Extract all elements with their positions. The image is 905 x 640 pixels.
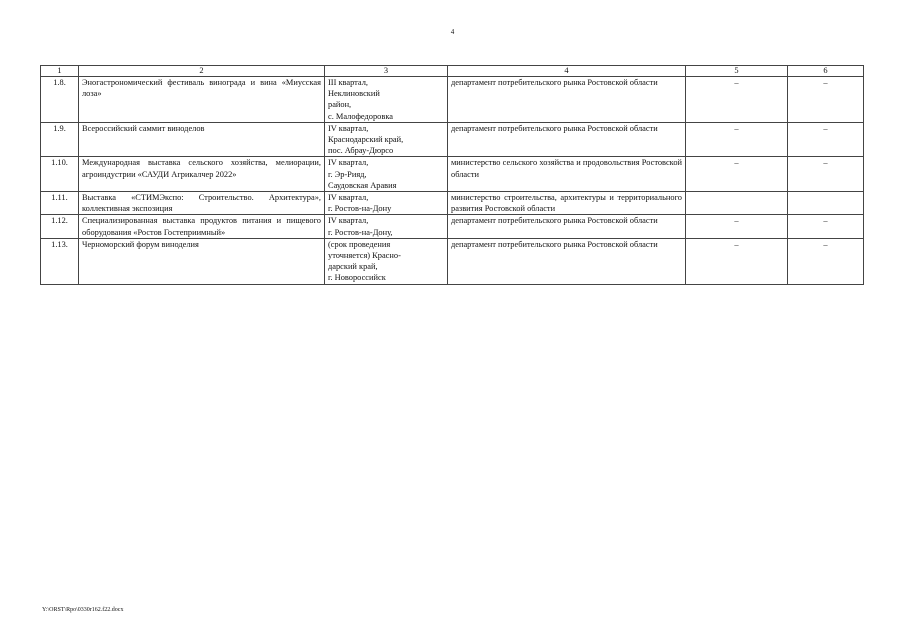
place-line: Краснодарский край, [328, 135, 404, 145]
table-row [41, 215, 864, 238]
col5-value: – [686, 215, 788, 238]
col5-value [686, 192, 788, 215]
col6-value: – [788, 215, 864, 238]
place-line: IV квартал, [328, 123, 369, 133]
column-header: 1 [41, 66, 79, 77]
table-row [41, 157, 864, 192]
col5-value: – [686, 77, 788, 123]
event-place [325, 238, 448, 284]
events-table [40, 65, 864, 285]
col5-value: – [686, 157, 788, 192]
event-name: Выставка «СТИМЭкспо: Строительство. Архитектура», коллективная экспозиция [79, 192, 325, 215]
place-line: (срок проведения [328, 239, 391, 249]
place-line: уточняется) Красно- [328, 251, 401, 261]
event-name: Всероссийский саммит виноделов [79, 122, 325, 157]
event-place [325, 215, 448, 238]
row-number: 1.12. [41, 215, 79, 238]
col6-value: – [788, 122, 864, 157]
document-file-path: Y:\ORST\Rpo\0330r162.f22.docx [42, 607, 124, 613]
col6-value: – [788, 157, 864, 192]
row-number: 1.11. [41, 192, 79, 215]
event-place [325, 157, 448, 192]
responsible-body: департамент потребительского рынка Ростовской области [448, 122, 686, 157]
col6-value: – [788, 238, 864, 284]
col6-value: – [788, 77, 864, 123]
place-line: г. Эр-Рияд, [328, 169, 367, 179]
table-row [41, 238, 864, 284]
table-header-row [41, 66, 864, 77]
row-number: 1.13. [41, 238, 79, 284]
table-row [41, 122, 864, 157]
page-number: 4 [450, 28, 455, 36]
event-name: Черноморский форум виноделия [79, 238, 325, 284]
table-row [41, 77, 864, 123]
event-place [325, 122, 448, 157]
row-number: 1.9. [41, 122, 79, 157]
place-line: III квартал, [328, 78, 368, 87]
responsible-body: департамент потребительского рынка Ростовской области [448, 77, 686, 123]
row-number: 1.8. [41, 77, 79, 123]
column-header: 4 [448, 66, 686, 77]
place-line: г. Новороссийск [328, 273, 386, 283]
event-name: Эногастрономический фестиваль винограда и вина «Миусская лоза» [79, 77, 325, 123]
col5-value: – [686, 238, 788, 284]
column-header: 3 [325, 66, 448, 77]
event-name: Международная выставка сельского хозяйства, мелиорации, агроиндустрии «САУДИ Агрикалчер 2022» [79, 157, 325, 192]
event-place [325, 77, 448, 123]
place-line: IV квартал, [328, 158, 369, 168]
place-line: район, [328, 100, 352, 110]
event-place [325, 192, 448, 215]
place-line: Неклиновский [328, 89, 380, 99]
responsible-body: департамент потребительского рынка Ростовской области [448, 215, 686, 238]
place-line: IV квартал, [328, 216, 369, 226]
place-line: пос. Абрау-Дюрсо [328, 146, 394, 156]
place-line: с. Малофедоровка [328, 111, 393, 121]
responsible-body: министерство строительства, архитектуры и территориального развития Ростовской области [448, 192, 686, 215]
column-header: 6 [788, 66, 864, 77]
place-line: Саудовская Аравия [328, 180, 397, 190]
column-header: 2 [79, 66, 325, 77]
place-line: г. Ростов-на-Дону, [328, 227, 393, 237]
table-row [41, 192, 864, 215]
event-name: Специализированная выставка продуктов питания и пищевого оборудования «Ростов Гостеприимный» [79, 215, 325, 238]
col6-value [788, 192, 864, 215]
responsible-body: департамент потребительского рынка Ростовской области [448, 238, 686, 284]
responsible-body: министерство сельского хозяйства и продовольствия Ростовской области [448, 157, 686, 192]
place-line: IV квартал, [328, 193, 369, 203]
column-header: 5 [686, 66, 788, 77]
place-line: дарский край, [328, 262, 378, 272]
place-line: г. Ростов-на-Дону [328, 204, 392, 214]
row-number: 1.10. [41, 157, 79, 192]
col5-value: – [686, 122, 788, 157]
